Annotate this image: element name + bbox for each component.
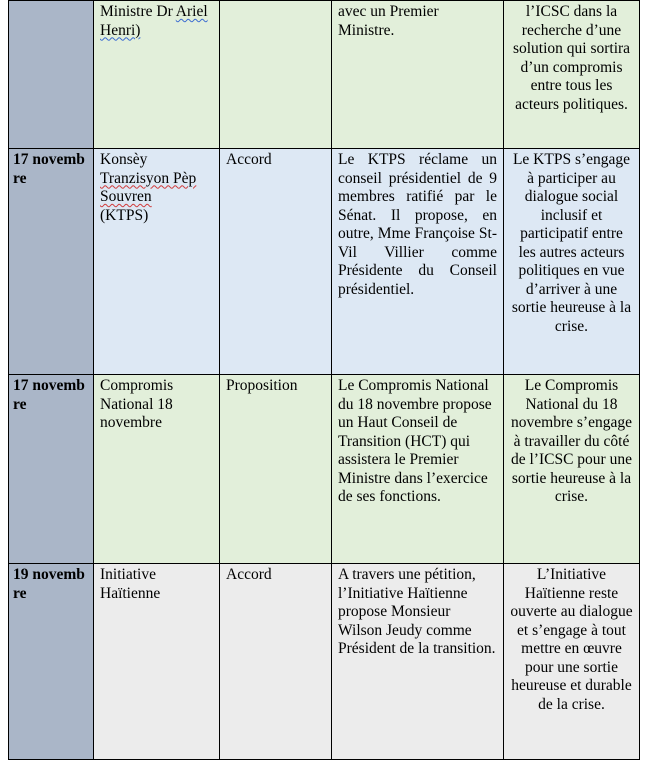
proposal-cell: Le KTPS réclame un conseil présidentiel de 9 membres ratifié par le Sénat. Il propose, en outre, Mme Françoise St-Vil Villier comme Présidente du Conseil présidentiel. <box>332 149 504 375</box>
type-cell: Accord <box>220 564 332 760</box>
proposal-cell: Le Compromis National du 18 novembre propose un Haut Conseil de Transition (HCT) qui assistera le Premier Ministre dans l’exercice de ses fonctions. <box>332 375 504 564</box>
date-cell: 17 novembre <box>9 149 94 375</box>
transition-proposals-table <box>8 0 640 760</box>
actor-text-part: Ariel Henri) <box>100 3 208 39</box>
table-row <box>9 149 640 375</box>
table-row <box>9 375 640 564</box>
commitment-cell: L’Initiative Haïtienne reste ouverte au dialogue et s’engage à tout mettre en œuvre pour une sortie heureuse et durable de la crise. <box>504 564 640 760</box>
table-row <box>9 1 640 149</box>
actor-line: Konsèy <box>100 151 148 168</box>
commitment-cell: Le KTPS s’engage à participer au dialogue social inclusif et participatif entre les autres acteurs politiques en vue d’arriver à une sortie heureuse à la crise. <box>504 149 640 375</box>
type-cell <box>220 1 332 149</box>
actor-line: (KTPS) <box>100 206 149 224</box>
date-cell: 17 novembre <box>9 375 94 564</box>
actor-text-part: Ministre Dr <box>100 3 176 20</box>
date-cell: 19 novembre <box>9 564 94 760</box>
actor-cell: Compromis National 18 novembre <box>94 375 220 564</box>
commitment-cell: l’ICSC dans la recherche d’une solution qui sortira d’un compromis entre tous les acteurs politiques. <box>504 1 640 149</box>
table-row <box>9 564 640 760</box>
date-cell <box>9 1 94 149</box>
type-cell: Proposition <box>220 375 332 564</box>
actor-cell <box>94 1 220 149</box>
proposal-cell: A travers une pétition, l’Initiative Haïtienne propose Monsieur Wilson Jeudy comme Président de la transition. <box>332 564 504 760</box>
actor-cell <box>94 149 220 375</box>
actor-line: Tranzisyon Pèp <box>100 169 197 187</box>
type-cell: Accord <box>220 149 332 375</box>
actor-line: Souvren <box>100 188 152 205</box>
commitment-cell: Le Compromis National du 18 novembre s’engage à travailler du côté de l’ICSC pour une sortie heureuse à la crise. <box>504 375 640 564</box>
actor-text <box>100 3 208 39</box>
actor-cell: Initiative Haïtienne <box>94 564 220 760</box>
proposal-cell: avec un Premier Ministre. <box>332 1 504 149</box>
